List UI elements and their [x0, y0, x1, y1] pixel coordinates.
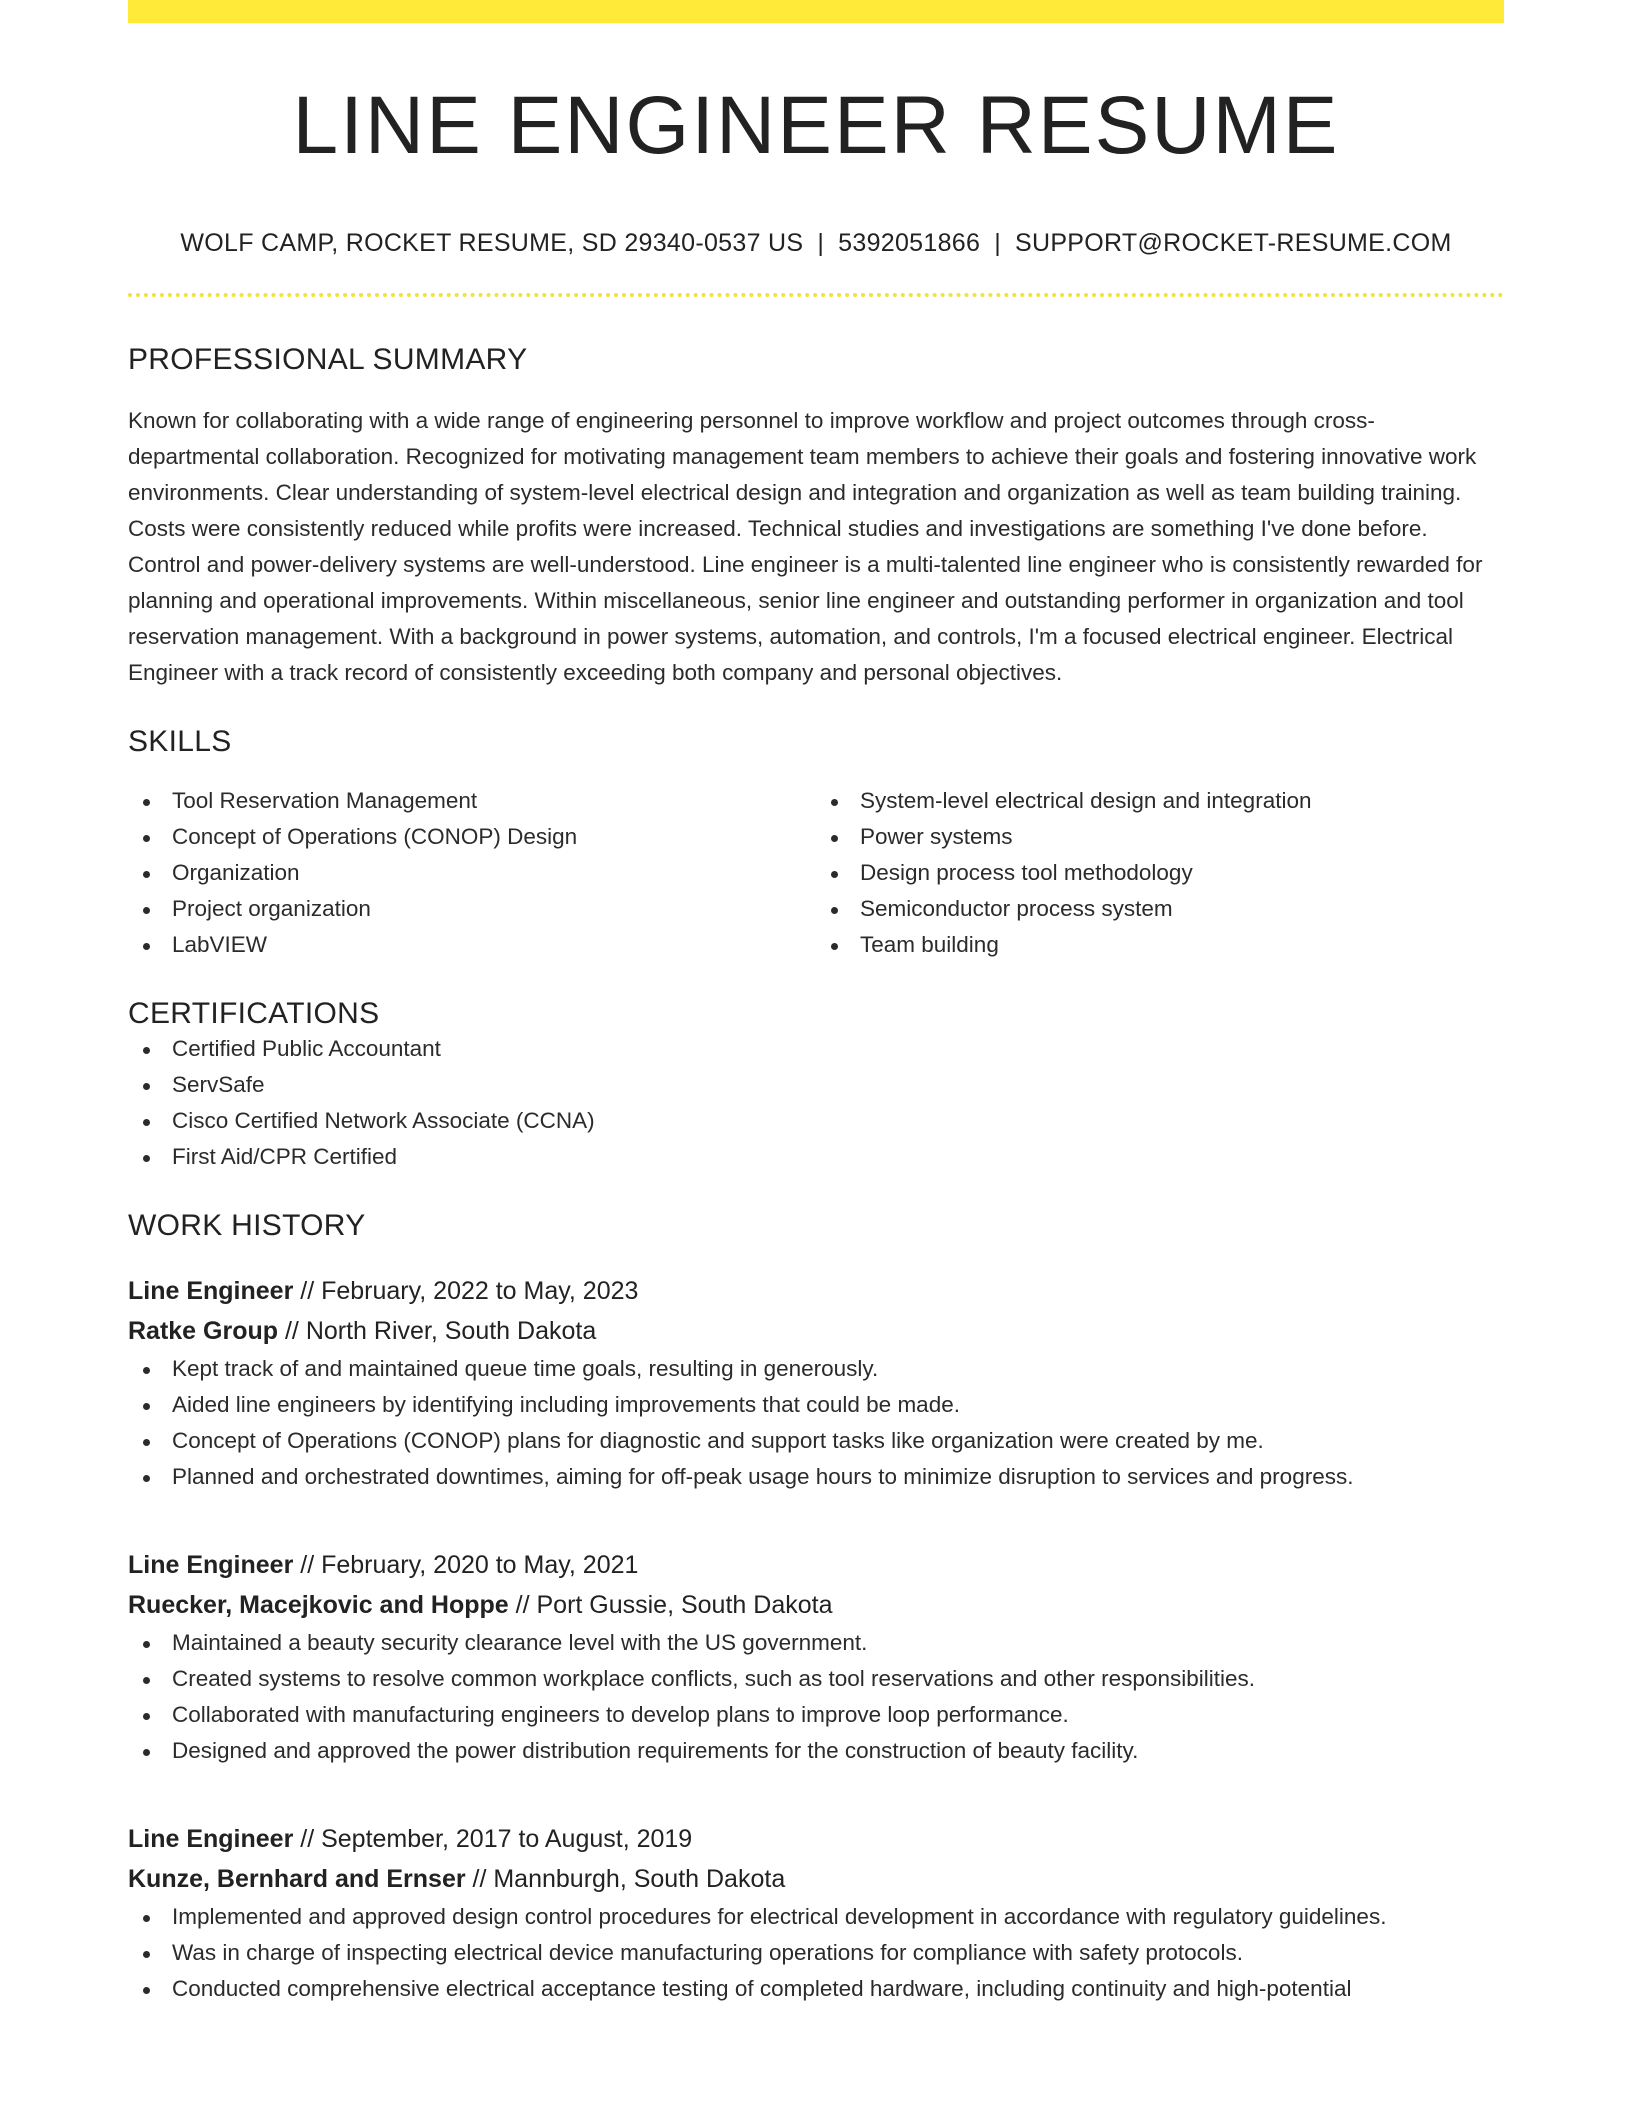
header-divider [128, 293, 1504, 297]
skill-item: Project organization [128, 891, 816, 927]
contact-line [128, 229, 1504, 258]
job-duty: Kept track of and maintained queue time goals, resulting in generously. [128, 1351, 1504, 1387]
skill-item: System-level electrical design and integration [816, 783, 1504, 819]
job-dates: // February, 2020 to May, 2021 [293, 1551, 639, 1579]
certification-item: ServSafe [128, 1067, 1504, 1103]
skills-column-left [128, 783, 816, 963]
skills-heading: SKILLS [128, 725, 232, 758]
skills-list [128, 783, 1504, 963]
skill-item: Team building [816, 927, 1504, 963]
job-duty: Maintained a beauty security clearance level with the US government. [128, 1625, 1504, 1661]
job-duty: Planned and orchestrated downtimes, aiming for off-peak usage hours to minimize disruption to services and progress. [128, 1459, 1504, 1495]
job-duty: Designed and approved the power distribution requirements for the construction of beauty facility. [128, 1733, 1504, 1769]
skill-item: Organization [128, 855, 816, 891]
skill-item: Tool Reservation Management [128, 783, 816, 819]
job-title-line [128, 1819, 1504, 1859]
job-entry [128, 1819, 1504, 2007]
job-duty: Was in charge of inspecting electrical device manufacturing operations for compliance with safety protocols. [128, 1935, 1504, 1971]
job-duty: Collaborated with manufacturing engineers to develop plans to improve loop performance. [128, 1697, 1504, 1733]
job-company-line [128, 1859, 1504, 1899]
certifications-heading: CERTIFICATIONS [128, 997, 380, 1030]
job-dates: // September, 2017 to August, 2019 [293, 1825, 693, 1853]
skill-item: Concept of Operations (CONOP) Design [128, 819, 816, 855]
job-dates: // February, 2022 to May, 2023 [293, 1277, 639, 1305]
skills-column-right [816, 783, 1504, 963]
skill-item: Semiconductor process system [816, 891, 1504, 927]
certifications-list [128, 1031, 1504, 1175]
job-company: Kunze, Bernhard and Ernser [128, 1865, 466, 1893]
contact-email: SUPPORT@ROCKET-RESUME.COM [1015, 229, 1452, 257]
job-duty: Concept of Operations (CONOP) plans for diagnostic and support tasks like organization were created by me. [128, 1423, 1504, 1459]
job-duty: Aided line engineers by identifying including improvements that could be made. [128, 1387, 1504, 1423]
job-title: Line Engineer [128, 1551, 294, 1579]
job-duties [128, 1351, 1504, 1495]
certification-item: Cisco Certified Network Associate (CCNA) [128, 1103, 1504, 1139]
job-location: // Port Gussie, South Dakota [508, 1591, 833, 1619]
page-title: LINE ENGINEER RESUME [292, 80, 1340, 171]
contact-separator: | [994, 229, 1001, 257]
job-company-line [128, 1585, 1504, 1625]
summary-text: Known for collaborating with a wide range of engineering personnel to improve workflow and project outcomes through cross-departmental collaboration. Recognized for motivating management team members to achieve their goals and fostering innovative work environments. Clear understanding of system-level electrical design and integration and organization as well as team building training. Costs were consistently reduced while profits were increased. Technical studies and investigations are something I've done before. Control and power-delivery systems are well-understood. Line engineer is a multi-talented line engineer who is consistently rewarded for planning and operational improvements. Within miscellaneous, senior line engineer and outstanding performer in organization and tool reservation management. With a background in power systems, automation, and controls, I'm a focused electrical engineer. Electrical Engineer with a track record of consistently exceeding both company and personal objectives. [128, 408, 1483, 685]
work-history-heading: WORK HISTORY [128, 1209, 366, 1242]
job-duties [128, 1625, 1504, 1769]
job-company-line [128, 1311, 1504, 1351]
skill-item: Power systems [816, 819, 1504, 855]
job-duties [128, 1899, 1504, 2007]
job-title: Line Engineer [128, 1825, 294, 1853]
skill-item: LabVIEW [128, 927, 816, 963]
job-title-line [128, 1545, 1504, 1585]
job-duty: Conducted comprehensive electrical acceptance testing of completed hardware, including continuity and high-potential [128, 1971, 1504, 2007]
contact-separator: | [817, 229, 825, 257]
certification-item: First Aid/CPR Certified [128, 1139, 1504, 1175]
summary-heading: PROFESSIONAL SUMMARY [128, 343, 528, 376]
contact-phone: 5392051866 [838, 229, 981, 257]
job-entry [128, 1271, 1504, 1495]
job-title: Line Engineer [128, 1277, 294, 1305]
top-accent-bar [128, 0, 1504, 23]
skill-item: Design process tool methodology [816, 855, 1504, 891]
contact-address: WOLF CAMP, ROCKET RESUME, SD 29340-0537 US [180, 229, 804, 257]
job-location: // North River, South Dakota [278, 1317, 597, 1345]
job-location: // Mannburgh, South Dakota [465, 1865, 786, 1893]
job-company: Ruecker, Macejkovic and Hoppe [128, 1591, 509, 1619]
job-entry [128, 1545, 1504, 1769]
job-duty: Created systems to resolve common workplace conflicts, such as tool reservations and other responsibilities. [128, 1661, 1504, 1697]
job-company: Ratke Group [128, 1317, 279, 1345]
resume-page [128, 0, 1504, 2007]
job-title-line [128, 1271, 1504, 1311]
certification-item: Certified Public Accountant [128, 1031, 1504, 1067]
job-duty: Implemented and approved design control procedures for electrical development in accordance with regulatory guidelines. [128, 1899, 1504, 1935]
